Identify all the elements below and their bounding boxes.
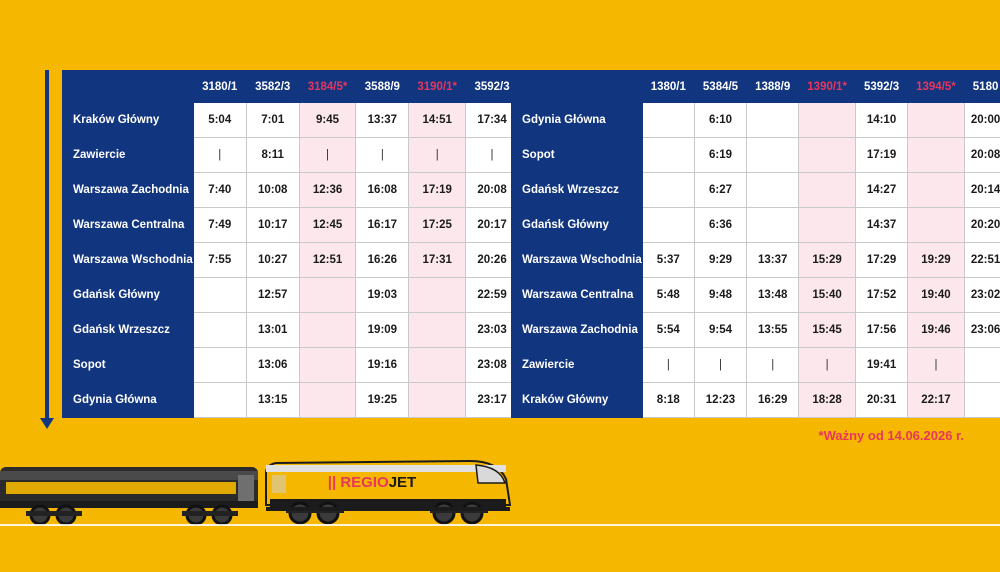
- departure-time-cell: 13:01: [246, 313, 299, 348]
- station-name-cell: Kraków Główny: [63, 103, 194, 138]
- departure-time-cell: 23:17: [466, 383, 519, 418]
- departure-time-cell: 16:26: [356, 243, 409, 278]
- svg-text:|| REGIOJET: || REGIOJET: [327, 474, 417, 491]
- table-row: [63, 208, 519, 243]
- departure-time-cell: |: [642, 348, 694, 383]
- departure-time-cell: 16:08: [356, 173, 409, 208]
- departure-time-cell: 19:16: [356, 348, 409, 383]
- table-row: [63, 138, 519, 173]
- departure-time-cell: 20:26: [466, 243, 519, 278]
- table-row: [512, 103, 1000, 138]
- station-name-cell: Sopot: [512, 138, 643, 173]
- departure-time-cell: 18:28: [799, 383, 856, 418]
- departure-time-cell: 6:36: [694, 208, 746, 243]
- departure-time-cell: 20:17: [466, 208, 519, 243]
- departure-time-cell: 14:10: [855, 103, 907, 138]
- table-row: [512, 173, 1000, 208]
- train-number-header: 3592/3: [466, 71, 519, 103]
- departure-time-cell: 16:17: [356, 208, 409, 243]
- train-number-header: 5384/5: [694, 71, 746, 103]
- departure-time-cell: |: [409, 138, 466, 173]
- station-name-cell: Gdańsk Wrzeszcz: [63, 313, 194, 348]
- direction-arrow-down-left: [40, 70, 54, 429]
- departure-time-cell: 13:06: [246, 348, 299, 383]
- table-row: [512, 348, 1000, 383]
- departure-time-cell: |: [694, 348, 746, 383]
- departure-time-cell: [409, 348, 466, 383]
- departure-time-cell: |: [799, 348, 856, 383]
- departure-time-cell: 19:29: [908, 243, 965, 278]
- departure-time-cell: 5:48: [642, 278, 694, 313]
- timetable-northbound: [511, 70, 1000, 418]
- departure-time-cell: 14:27: [855, 173, 907, 208]
- table-row: [63, 243, 519, 278]
- departure-time-cell: 13:37: [747, 243, 799, 278]
- passenger-car: [0, 467, 258, 524]
- departure-time-cell: [908, 138, 965, 173]
- departure-time-cell: 12:57: [246, 278, 299, 313]
- departure-time-cell: 20:20: [964, 208, 1000, 243]
- departure-time-cell: 20:08: [466, 173, 519, 208]
- departure-time-cell: 10:08: [246, 173, 299, 208]
- departure-time-cell: 9:54: [694, 313, 746, 348]
- departure-time-cell: [642, 103, 694, 138]
- departure-time-cell: 7:55: [193, 243, 246, 278]
- station-name-cell: Gdynia Główna: [63, 383, 194, 418]
- departure-time-cell: [642, 138, 694, 173]
- train-number-header: 1390/1*: [799, 71, 856, 103]
- departure-time-cell: [747, 173, 799, 208]
- train-number-header: 3190/1*: [409, 71, 466, 103]
- arrow-head: [40, 418, 54, 429]
- departure-time-cell: 12:36: [299, 173, 356, 208]
- departure-time-cell: [799, 208, 856, 243]
- departure-time-cell: [908, 173, 965, 208]
- departure-time-cell: [193, 278, 246, 313]
- departure-time-cell: 5:37: [642, 243, 694, 278]
- departure-time-cell: 5:54: [642, 313, 694, 348]
- departure-time-cell: [799, 103, 856, 138]
- station-name-cell: Kraków Główny: [512, 383, 643, 418]
- departure-time-cell: 19:09: [356, 313, 409, 348]
- departure-time-cell: 22:59: [466, 278, 519, 313]
- departure-time-cell: 17:56: [855, 313, 907, 348]
- departure-time-cell: [409, 383, 466, 418]
- departure-time-cell: [747, 138, 799, 173]
- departure-time-cell: 12:23: [694, 383, 746, 418]
- departure-time-cell: [747, 208, 799, 243]
- station-name-cell: Zawiercie: [63, 138, 194, 173]
- departure-time-cell: 17:34: [466, 103, 519, 138]
- station-name-cell: Gdynia Główna: [512, 103, 643, 138]
- departure-time-cell: 15:45: [799, 313, 856, 348]
- departure-time-cell: [299, 348, 356, 383]
- table-row: [63, 348, 519, 383]
- departure-time-cell: [409, 278, 466, 313]
- departure-time-cell: 22:17: [908, 383, 965, 418]
- validity-footnote: *Ważny od 14.06.2026 r.: [818, 428, 964, 443]
- departure-time-cell: [799, 138, 856, 173]
- timetable-table: [511, 70, 1000, 418]
- departure-time-cell: [747, 103, 799, 138]
- arrow-shaft: [45, 70, 49, 418]
- departure-time-cell: [642, 208, 694, 243]
- departure-time-cell: |: [356, 138, 409, 173]
- departure-time-cell: [299, 313, 356, 348]
- departure-time-cell: 23:08: [466, 348, 519, 383]
- departure-time-cell: 6:27: [694, 173, 746, 208]
- train-number-header: 1388/9: [747, 71, 799, 103]
- departure-time-cell: |: [299, 138, 356, 173]
- table-header-row: [512, 71, 1000, 103]
- train-number-header: 5180: [964, 71, 1000, 103]
- departure-time-cell: 22:51: [964, 243, 1000, 278]
- departure-time-cell: 12:45: [299, 208, 356, 243]
- table-row: [63, 173, 519, 208]
- departure-time-cell: 13:37: [356, 103, 409, 138]
- station-name-cell: Warszawa Wschodnia: [512, 243, 643, 278]
- station-name-cell: Gdańsk Wrzeszcz: [512, 173, 643, 208]
- departure-time-cell: 9:45: [299, 103, 356, 138]
- train-number-header: 3184/5*: [299, 71, 356, 103]
- table-row: [512, 138, 1000, 173]
- table-row: [512, 278, 1000, 313]
- departure-time-cell: [908, 103, 965, 138]
- table-corner-cell: [63, 71, 194, 103]
- departure-time-cell: 19:25: [356, 383, 409, 418]
- train-number-header: 1380/1: [642, 71, 694, 103]
- table-row: [63, 103, 519, 138]
- departure-time-cell: [299, 278, 356, 313]
- departure-time-cell: [964, 383, 1000, 418]
- train-number-header: 1394/5*: [908, 71, 965, 103]
- departure-time-cell: 15:40: [799, 278, 856, 313]
- station-name-cell: Sopot: [63, 348, 194, 383]
- departure-time-cell: 19:03: [356, 278, 409, 313]
- departure-time-cell: 8:11: [246, 138, 299, 173]
- departure-time-cell: 17:25: [409, 208, 466, 243]
- departure-time-cell: 5:04: [193, 103, 246, 138]
- departure-time-cell: |: [908, 348, 965, 383]
- station-name-cell: Gdańsk Główny: [63, 278, 194, 313]
- departure-time-cell: 7:49: [193, 208, 246, 243]
- train-number-header: 5392/3: [855, 71, 907, 103]
- departure-time-cell: 6:19: [694, 138, 746, 173]
- departure-time-cell: 17:52: [855, 278, 907, 313]
- departure-time-cell: |: [193, 138, 246, 173]
- departure-time-cell: 13:15: [246, 383, 299, 418]
- table-row: [512, 313, 1000, 348]
- departure-time-cell: [193, 383, 246, 418]
- departure-time-cell: 10:27: [246, 243, 299, 278]
- departure-time-cell: 12:51: [299, 243, 356, 278]
- departure-time-cell: [193, 348, 246, 383]
- station-name-cell: Warszawa Zachodnia: [512, 313, 643, 348]
- table-row: [63, 383, 519, 418]
- departure-time-cell: 20:31: [855, 383, 907, 418]
- locomotive: [266, 461, 510, 523]
- departure-time-cell: [642, 173, 694, 208]
- table-row: [512, 383, 1000, 418]
- departure-time-cell: 20:08: [964, 138, 1000, 173]
- departure-time-cell: 19:40: [908, 278, 965, 313]
- departure-time-cell: 7:01: [246, 103, 299, 138]
- departure-time-cell: [799, 173, 856, 208]
- station-name-cell: Warszawa Centralna: [63, 208, 194, 243]
- table-header-row: [63, 71, 519, 103]
- departure-time-cell: 6:10: [694, 103, 746, 138]
- departure-time-cell: 19:41: [855, 348, 907, 383]
- departure-time-cell: [193, 313, 246, 348]
- departure-time-cell: 9:48: [694, 278, 746, 313]
- departure-time-cell: 17:19: [855, 138, 907, 173]
- station-name-cell: Warszawa Centralna: [512, 278, 643, 313]
- station-name-cell: Zawiercie: [512, 348, 643, 383]
- departure-time-cell: 17:29: [855, 243, 907, 278]
- departure-time-cell: 20:00: [964, 103, 1000, 138]
- departure-time-cell: 8:18: [642, 383, 694, 418]
- timetable-southbound: [62, 70, 519, 418]
- departure-time-cell: 13:48: [747, 278, 799, 313]
- table-row: [63, 313, 519, 348]
- departure-time-cell: 10:17: [246, 208, 299, 243]
- table-row: [512, 243, 1000, 278]
- departure-time-cell: 13:55: [747, 313, 799, 348]
- departure-time-cell: |: [466, 138, 519, 173]
- departure-time-cell: 16:29: [747, 383, 799, 418]
- departure-time-cell: 9:29: [694, 243, 746, 278]
- departure-time-cell: [964, 348, 1000, 383]
- train-number-header: 3180/1: [193, 71, 246, 103]
- departure-time-cell: 23:06: [964, 313, 1000, 348]
- departure-time-cell: [409, 313, 466, 348]
- station-name-cell: Gdańsk Główny: [512, 208, 643, 243]
- departure-time-cell: 7:40: [193, 173, 246, 208]
- departure-time-cell: 15:29: [799, 243, 856, 278]
- departure-time-cell: 14:37: [855, 208, 907, 243]
- departure-time-cell: [299, 383, 356, 418]
- train-illustration: [0, 455, 560, 545]
- table-corner-cell: [512, 71, 643, 103]
- table-row: [63, 278, 519, 313]
- departure-time-cell: [908, 208, 965, 243]
- departure-time-cell: 14:51: [409, 103, 466, 138]
- table-row: [512, 208, 1000, 243]
- departure-time-cell: 19:46: [908, 313, 965, 348]
- departure-time-cell: |: [747, 348, 799, 383]
- station-name-cell: Warszawa Wschodnia: [63, 243, 194, 278]
- station-name-cell: Warszawa Zachodnia: [63, 173, 194, 208]
- train-number-header: 3582/3: [246, 71, 299, 103]
- departure-time-cell: 17:19: [409, 173, 466, 208]
- departure-time-cell: 20:14: [964, 173, 1000, 208]
- train-number-header: 3588/9: [356, 71, 409, 103]
- ground-line: [0, 524, 1000, 526]
- timetable-table: [62, 70, 519, 418]
- departure-time-cell: 23:03: [466, 313, 519, 348]
- departure-time-cell: 23:02: [964, 278, 1000, 313]
- departure-time-cell: 17:31: [409, 243, 466, 278]
